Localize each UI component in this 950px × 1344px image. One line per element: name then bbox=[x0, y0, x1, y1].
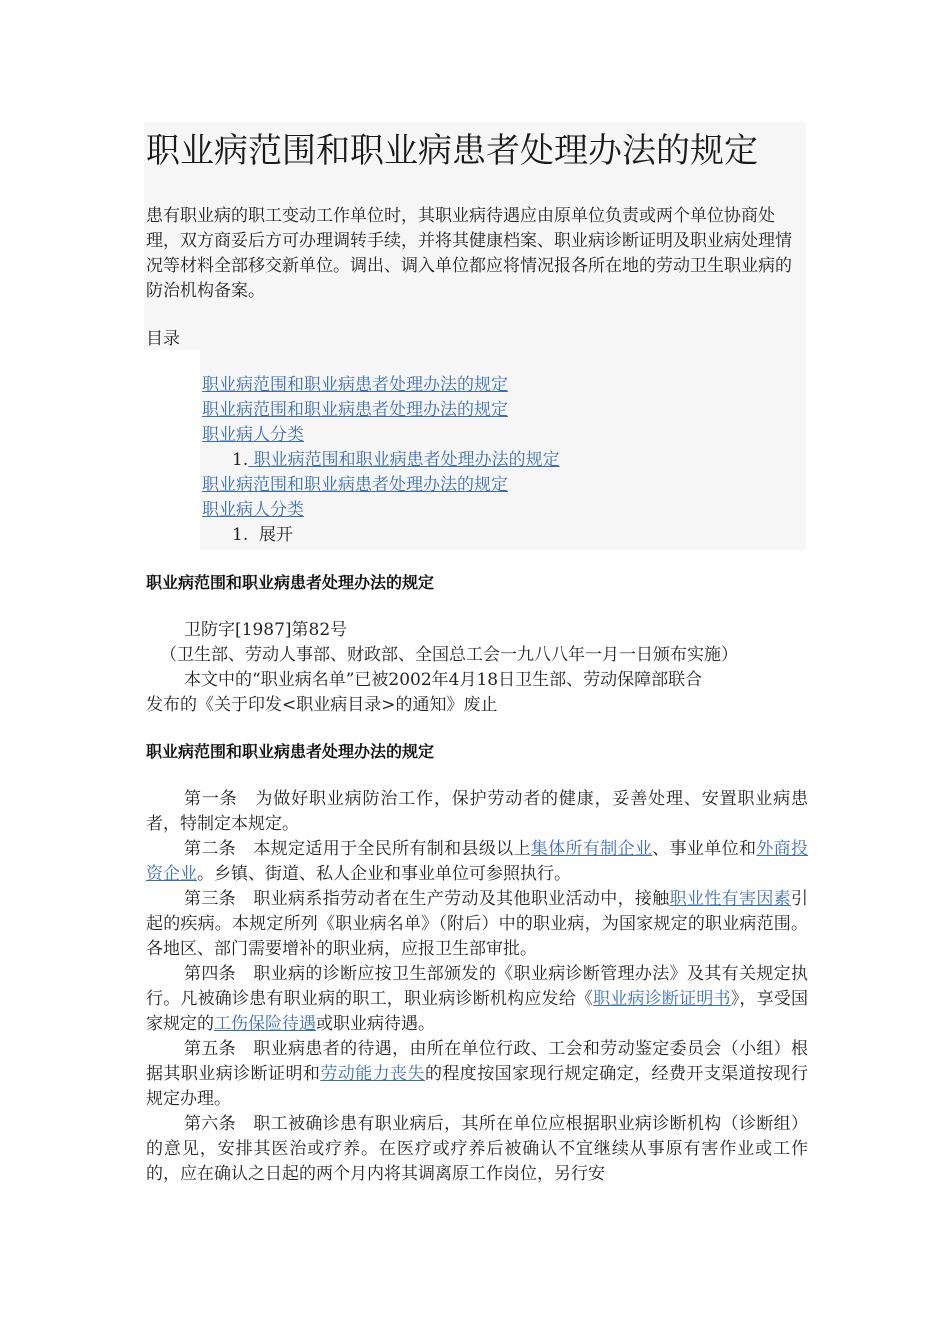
issuing-bodies: （卫生部、劳动人事部、财政部、全国总工会一九八八年一月一日颁布实施） bbox=[160, 645, 738, 665]
toc-indent bbox=[144, 350, 200, 550]
article-5: 第五条 职业病患者的待遇，由所在单位行政、工会和劳动鉴定委员会（小组）根据其职业病诊断证明和劳动能力丧失的程度按国家现行规定确定，经费开支渠道按现行规定办理。 bbox=[146, 1039, 809, 1109]
table-of-contents bbox=[202, 373, 802, 548]
toc-item[interactable] bbox=[202, 398, 802, 423]
intro-paragraph: 患有职业病的职工变动工作单位时，其职业病待遇应由原单位负责或两个单位协商处理，双方商妥后方可办理调转手续，并将其健康档案、职业病诊断证明及职业病处理情况等材料全部移交新单位。调出、调入单位都应将情况报各所在地的劳动卫生职业病的防治机构备案。 bbox=[146, 206, 792, 301]
toc-expand[interactable] bbox=[202, 523, 802, 548]
toc-link[interactable]: 职业病范围和职业病患者处理办法的规定 bbox=[202, 400, 508, 420]
document-number: 卫防字[1987]第82号 bbox=[184, 620, 348, 640]
toc-item[interactable] bbox=[202, 373, 802, 398]
toc-link[interactable]: 职业病范围和职业病患者处理办法的规定 bbox=[248, 450, 560, 470]
page-title: 职业病范围和职业病患者处理办法的规定 bbox=[146, 131, 758, 171]
toc-item[interactable] bbox=[202, 423, 802, 448]
link-collective-enterprise[interactable]: 集体所有制企业 bbox=[530, 839, 653, 859]
toc-link[interactable]: 职业病范围和职业病患者处理办法的规定 bbox=[202, 375, 508, 395]
toc-link[interactable]: 职业病人分类 bbox=[202, 425, 304, 445]
toc-label: 目录 bbox=[146, 329, 180, 349]
revocation-note-cont: 发布的《关于印发<职业病目录>的通知》废止 bbox=[146, 695, 498, 715]
toc-item[interactable] bbox=[202, 473, 802, 498]
section-heading: 职业病范围和职业病患者处理办法的规定 bbox=[146, 573, 435, 592]
document-meta bbox=[146, 618, 808, 718]
article-1: 第一条 为做好职业病防治工作，保护劳动者的健康，妥善处理、安置职业病患者，特制定本规定。 bbox=[146, 789, 808, 834]
expand-label[interactable]: 展开 bbox=[259, 525, 294, 545]
toc-link[interactable]: 职业病范围和职业病患者处理办法的规定 bbox=[202, 475, 508, 495]
link-foreign-invested-enterprise[interactable]: 外商投资企业 bbox=[146, 839, 809, 884]
articles-body bbox=[146, 787, 808, 1187]
toc-link[interactable]: 职业病人分类 bbox=[202, 500, 304, 520]
toc-number: 1. bbox=[232, 525, 249, 545]
article-4: 第四条 职业病的诊断应按卫生部颁发的《职业病诊断管理办法》及其有关规定执行。凡被确诊患有职业病的职工，职业病诊断机构应发给《职业病诊断证明书》，享受国家规定的工伤保险待遇或职业病待遇。 bbox=[146, 964, 809, 1034]
link-injury-insurance[interactable]: 工伤保险待遇 bbox=[214, 1014, 316, 1034]
toc-number: 1. bbox=[232, 450, 249, 470]
section-heading: 职业病范围和职业病患者处理办法的规定 bbox=[146, 742, 435, 761]
link-diagnosis-certificate[interactable]: 职业病诊断证明书 bbox=[593, 989, 731, 1009]
article-2: 第二条 本规定适用于全民所有制和县级以上集体所有制企业、事业单位和外商投资企业。乡镇、街道、私人企业和事业单位可参照执行。 bbox=[146, 839, 809, 884]
toc-item[interactable] bbox=[202, 498, 802, 523]
article-6: 第六条 职工被确诊患有职业病后，其所在单位应根据职业病诊断机构（诊断组）的意见，安排其医治或疗养。在医疗或疗养后被确认不宜继续从事原有害作业或工作的，应在确认之日起的两个月内将其调离原工作岗位，另行安 bbox=[146, 1114, 808, 1184]
article-3: 第三条 职业病系指劳动者在生产劳动及其他职业活动中，接触职业性有害因素引起的疾病。本规定所列《职业病名单》（附后）中的职业病，为国家规定的职业病范围。各地区、部门需要增补的职业病，应报卫生部审批。 bbox=[146, 889, 809, 959]
link-work-capacity-loss[interactable]: 劳动能力丧失 bbox=[320, 1064, 425, 1084]
revocation-note: 本文中的“职业病名单”已被2002年4月18日卫生部、劳动保障部联合 bbox=[184, 670, 703, 690]
toc-subitem[interactable] bbox=[202, 448, 802, 473]
link-occupational-hazards[interactable]: 职业性有害因素 bbox=[669, 889, 792, 909]
